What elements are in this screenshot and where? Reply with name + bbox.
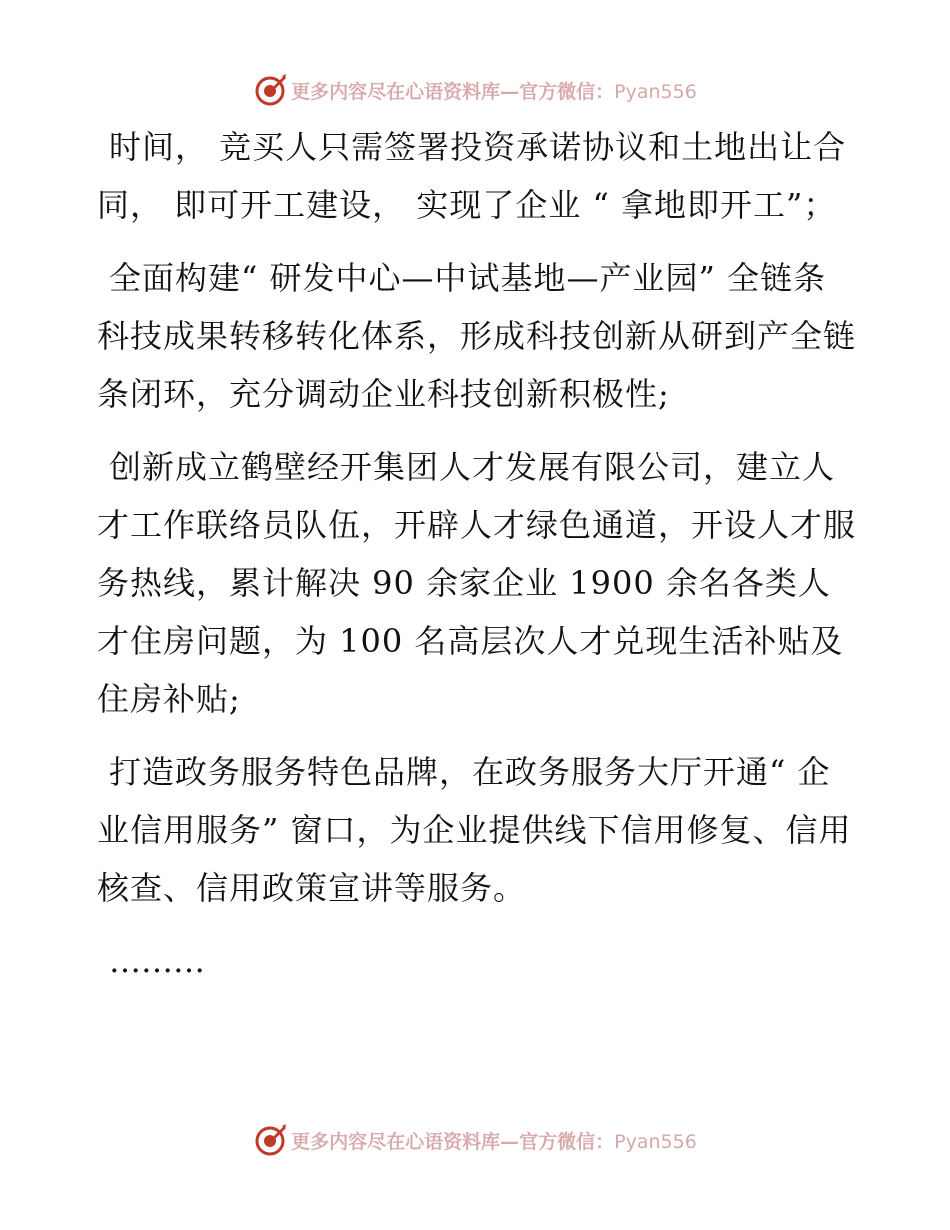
watermark-handle: Pyan556 [614, 1130, 697, 1153]
header-watermark [0, 70, 950, 110]
brand-logo-icon [253, 73, 287, 107]
paragraph: 创新成立鹤壁经开集团人才发展有限公司，建立人才工作联络员队伍，开辟人才绿色通道，开设人才服务热线，累计解决 90 余家企业 1900 余名各类人才住房问题，为 100 名高层次人才兑现生活补贴及住房补贴; [97, 448, 857, 718]
ellipsis: ……… [109, 942, 205, 980]
watermark-text: 更多内容尽在心语资料库—官方微信：Pyan556 [291, 1130, 697, 1153]
watermark-handle: Pyan556 [614, 80, 697, 103]
paragraph: 打造政务服务特色品牌，在政务服务大厅开通“ 企业信用服务” 窗口，为企业提供线下信用修复、信用核查、信用政策宣讲等服务。 [97, 753, 852, 907]
document-body [97, 118, 857, 1022]
footer-watermark [0, 1120, 950, 1160]
brand-logo-icon [253, 1123, 287, 1157]
watermark-text: 更多内容尽在心语资料库—官方微信：Pyan556 [291, 80, 697, 103]
paragraph: 全面构建“ 研发中心—中试基地—产业园” 全链条科技成果转移转化体系，形成科技创新从研到产全链条闭环，充分调动企业科技创新积极性; [97, 259, 857, 413]
paragraph: 时间， 竞买人只需签署投资承诺协议和土地出让合同， 即可开工建设， 实现了企业 “ 拿地即开工”； [97, 128, 847, 224]
